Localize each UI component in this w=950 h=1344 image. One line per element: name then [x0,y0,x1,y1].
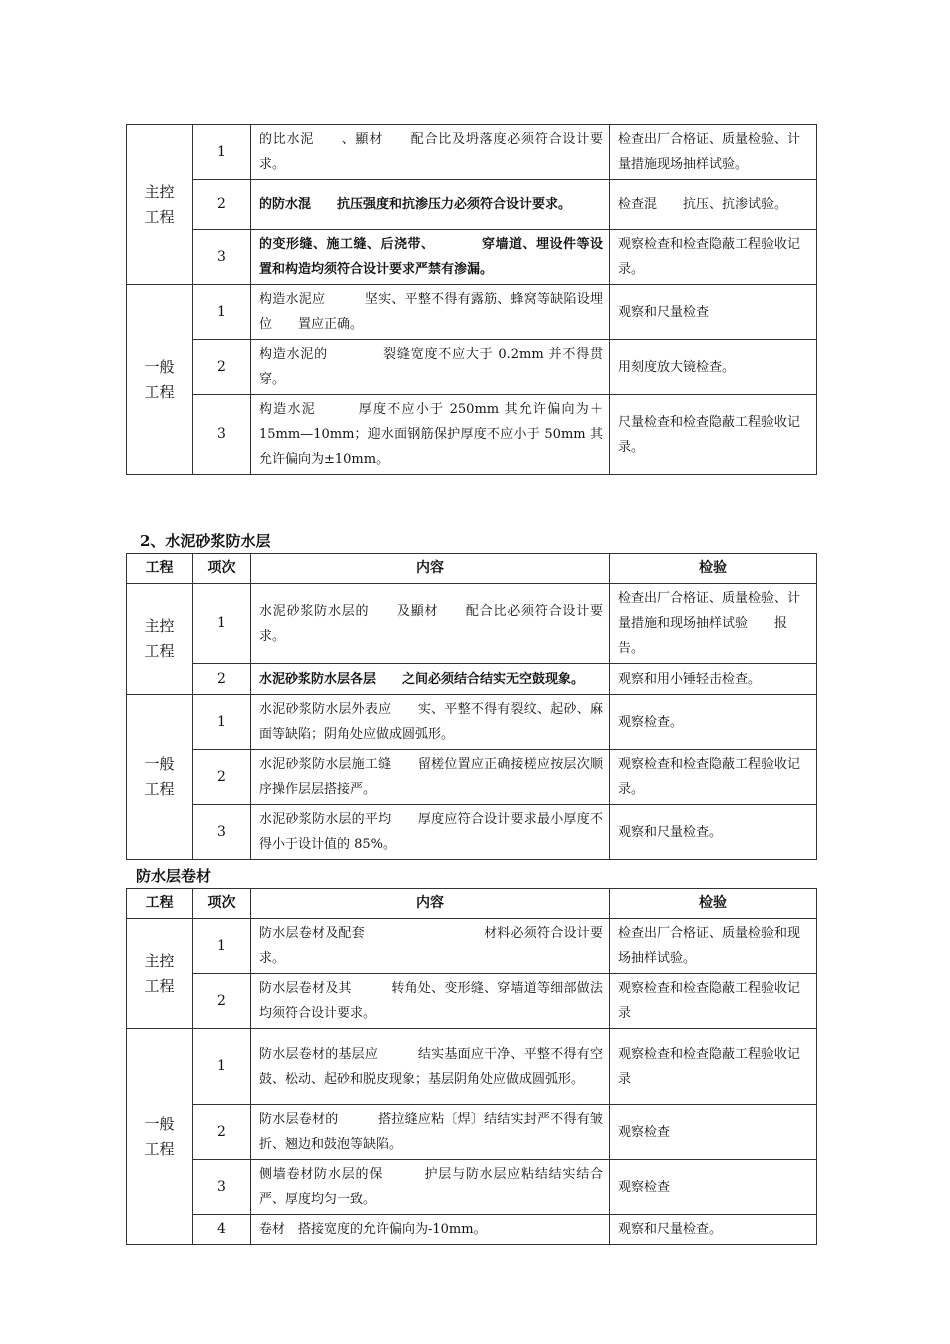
content-cell: 构造水泥 厚度不应小于 250mm 其允许偏向为＋15mm—10mm；迎水面钢筋保护厚度不应小于 50mm 其允许偏向为±10mm。 [251,395,610,475]
header-content: 内容 [251,554,610,584]
table-row [127,1029,817,1105]
group-cell-main: 主控 工程 [127,125,193,285]
group-cell-general: 一般 工程 [127,1029,193,1245]
header-inspection: 检验 [610,889,817,919]
table-row [127,805,817,860]
table-row [127,340,817,395]
inspection-cell: 观察和用小锤轻击检查。 [610,664,817,695]
content-cell: 水泥砂浆防水层的 及顯材 配合比必须符合设计要求。 [251,584,610,664]
content-cell: 防水层卷材的 搭拉缝应粘〔焊〕结结实封严不得有皱折、翘边和鼓泡等缺陷。 [251,1105,610,1160]
item-number: 3 [193,805,251,860]
inspection-cell: 检查出厂合格证、质量检验、计量措施现场抽样试验。 [610,125,817,180]
content-cell: 防水层卷材及配套 材料必须符合设计要求。 [251,919,610,974]
table-row [127,1215,817,1245]
item-number: 2 [193,664,251,695]
inspection-cell: 观察检查。 [610,695,817,750]
item-number: 3 [193,1160,251,1215]
table-row [127,1160,817,1215]
item-number: 2 [193,1105,251,1160]
item-number: 1 [193,125,251,180]
inspection-cell: 观察检查 [610,1105,817,1160]
section-title-membrane-layer: 防水层卷材 [136,867,212,885]
inspection-cell: 检查混 抗压、抗渗试验。 [610,180,817,230]
content-cell: 侧墙卷材防水层的保 护层与防水层应粘结结实结合严、厚度均匀一致。 [251,1160,610,1215]
inspection-cell: 观察检查和检查隐蔽工程验收记录。 [610,750,817,805]
header-project: 工程 [127,889,193,919]
content-cell: 的比水泥 、顯材 配合比及坍落度必须符合设计要求。 [251,125,610,180]
content-cell: 水泥砂浆防水层各层 之间必须结合结实无空鼓现象。 [251,664,610,695]
content-cell: 水泥砂浆防水层外表应 实、平整不得有裂纹、起砂、麻面等缺陷；阴角处应做成圆弧形。 [251,695,610,750]
inspection-cell: 检查出厂合格证、质量检验和现场抽样试验。 [610,919,817,974]
content-cell: 的变形缝、施工缝、后浇带、 穿墙道、埋设件等设置和构造均须符合设计要求严禁有渗漏。 [251,230,610,285]
table-row [127,584,817,664]
inspection-cell: 观察检查和检查隐蔽工程验收记录 [610,974,817,1029]
table-header-row [127,554,817,584]
inspection-cell: 观察和尺量检查。 [610,1215,817,1245]
item-number: 4 [193,1215,251,1245]
item-number: 1 [193,1029,251,1105]
header-inspection: 检验 [610,554,817,584]
table-row [127,664,817,695]
table-mortar-layer [126,553,817,860]
item-number: 1 [193,584,251,664]
header-item-no: 项次 [193,889,251,919]
table-row [127,750,817,805]
header-item-no: 项次 [193,554,251,584]
inspection-cell: 观察和尺量检查 [610,285,817,340]
group-cell-main: 主控 工程 [127,919,193,1029]
table-row [127,180,817,230]
header-project: 工程 [127,554,193,584]
content-cell: 的防水混 抗压强度和抗渗压力必须符合设计要求。 [251,180,610,230]
item-number: 1 [193,285,251,340]
item-number: 2 [193,750,251,805]
inspection-cell: 用刻度放大镜检查。 [610,340,817,395]
inspection-cell: 观察检查和检查隐蔽工程验收记录。 [610,230,817,285]
table-membrane-layer [126,888,817,1245]
item-number: 3 [193,395,251,475]
table-row [127,125,817,180]
header-content: 内容 [251,889,610,919]
content-cell: 构造水泥的 裂缝宽度不应大于 0.2mm 并不得贯穿。 [251,340,610,395]
table-row [127,1105,817,1160]
table-waterproof-concrete [126,124,817,475]
table-row [127,919,817,974]
table-header-row [127,889,817,919]
group-cell-main: 主控 工程 [127,584,193,695]
item-number: 2 [193,340,251,395]
item-number: 1 [193,695,251,750]
inspection-cell: 观察和尺量检查。 [610,805,817,860]
table-row [127,974,817,1029]
item-number: 1 [193,919,251,974]
table-row [127,695,817,750]
content-cell: 水泥砂浆防水层施工缝 留槎位置应正确接槎应按层次顺序操作层层搭接严。 [251,750,610,805]
section-title-mortar-layer: 2、水泥砂浆防水层 [140,532,271,550]
inspection-cell: 检查出厂合格证、质量检验、计量措施和现场抽样试验 报告。 [610,584,817,664]
table-row [127,230,817,285]
item-number: 2 [193,974,251,1029]
group-cell-general: 一般 工程 [127,695,193,860]
inspection-cell: 观察检查 [610,1160,817,1215]
inspection-cell: 观察检查和检查隐蔽工程验收记录 [610,1029,817,1105]
content-cell: 水泥砂浆防水层的平均 厚度应符合设计要求最小厚度不得小于设计值的 85%。 [251,805,610,860]
content-cell: 防水层卷材的基层应 结实基面应干净、平整不得有空鼓、松动、起砂和脱皮现象；基层阴角处应做成圆弧形。 [251,1029,610,1105]
item-number: 2 [193,180,251,230]
content-cell: 构造水泥应 坚实、平整不得有露筋、蜂窝等缺陷设埋位 置应正确。 [251,285,610,340]
inspection-cell: 尺量检查和检查隐蔽工程验收记录。 [610,395,817,475]
group-cell-general: 一般 工程 [127,285,193,475]
item-number: 3 [193,230,251,285]
table-row [127,395,817,475]
content-cell: 卷材 搭接宽度的允许偏向为-10mm。 [251,1215,610,1245]
table-row [127,285,817,340]
content-cell: 防水层卷材及其 转角处、变形缝、穿墙道等细部做法均须符合设计要求。 [251,974,610,1029]
